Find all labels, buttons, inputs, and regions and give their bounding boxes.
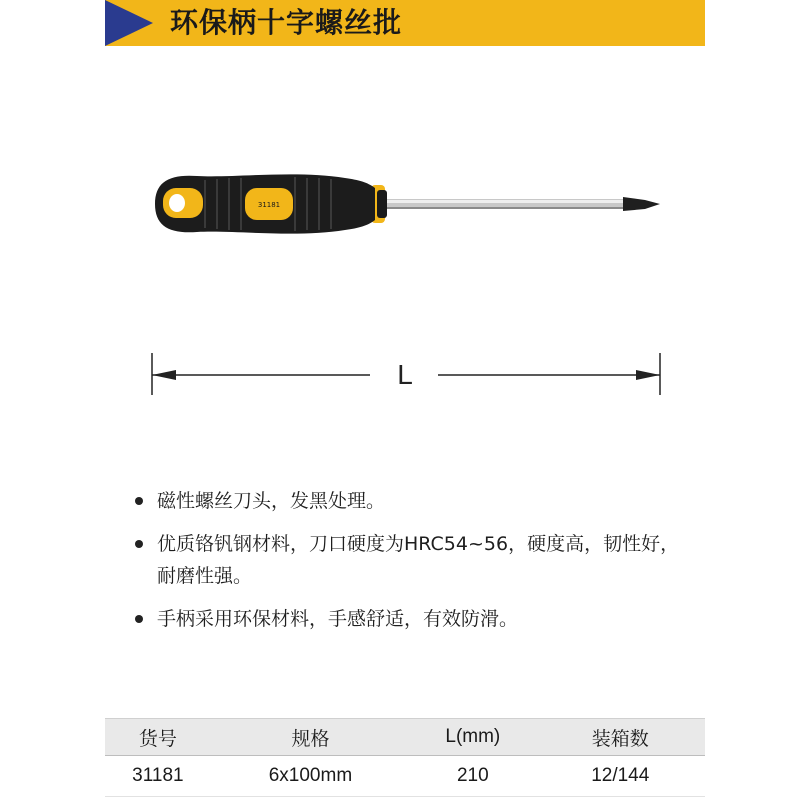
cell-length: 210: [410, 756, 535, 797]
feature-item: [135, 528, 695, 592]
page-title: 环保柄十字螺丝批: [170, 6, 403, 39]
feature-item: [135, 485, 695, 517]
cell-carton-qty: 12/144: [536, 756, 705, 797]
column-header-carton-qty: 装箱数: [536, 719, 705, 756]
feature-item: [135, 603, 695, 635]
column-header-spec: 规格: [211, 719, 410, 756]
column-header-item-no: 货号: [105, 719, 211, 756]
feature-text: 优质铬钒钢材料，刀口硬度为HRC54~56，硬度高，韧性好，耐磨性强。: [157, 533, 680, 587]
screwdriver-image: [145, 160, 675, 250]
handle-print: 31181: [257, 201, 281, 209]
dimension-label: L: [397, 359, 413, 390]
header-triangle-icon: [105, 0, 155, 46]
feature-text: 磁性螺丝刀头，发黑处理。: [157, 490, 386, 512]
bullet-icon: [135, 540, 143, 548]
feature-list: [135, 485, 695, 646]
cell-spec: 6x100mm: [211, 756, 410, 797]
column-header-length: L(mm): [410, 719, 535, 756]
bullet-icon: [135, 497, 143, 505]
feature-text: 手柄采用环保材料，手感舒适，有效防滑。: [157, 608, 519, 630]
cell-item-no: 31181: [105, 756, 211, 797]
table-row: [105, 756, 705, 797]
spec-table: [105, 718, 705, 797]
bullet-icon: [135, 615, 143, 623]
table-header-row: [105, 719, 705, 756]
